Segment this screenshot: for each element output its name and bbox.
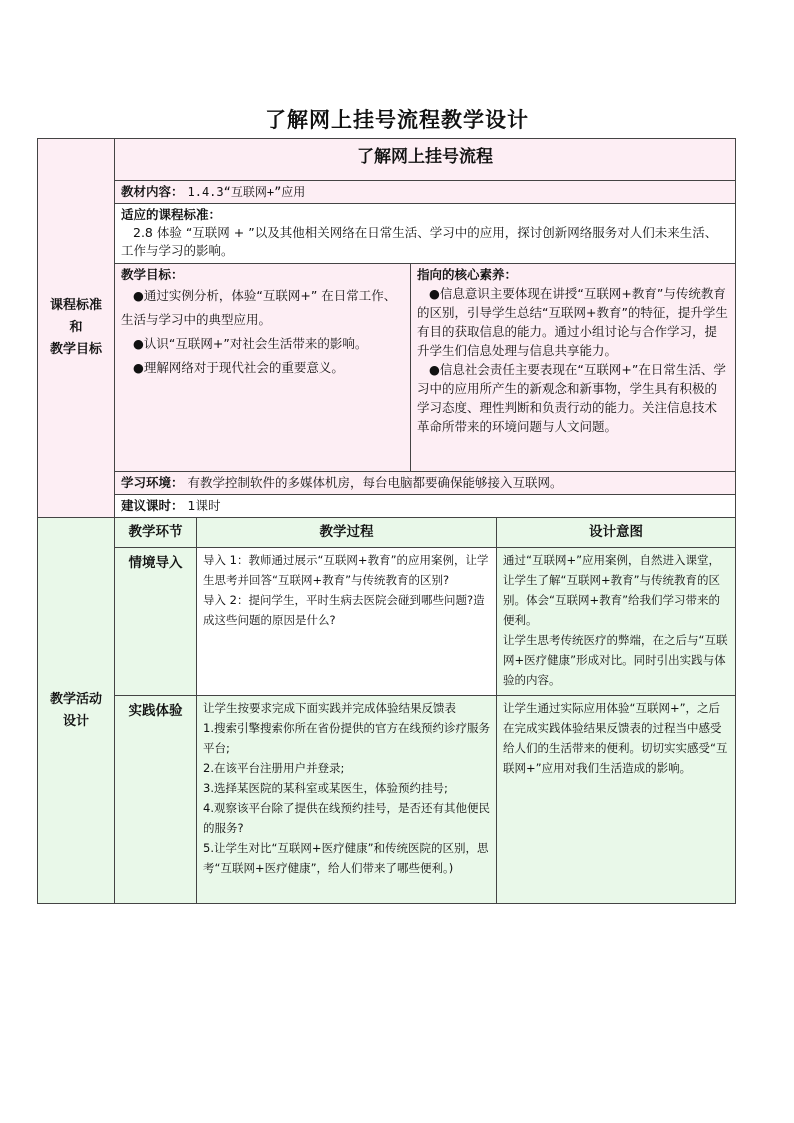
hours-row [115,495,736,518]
material-row [115,181,736,204]
goal-item: ●认识“互联网+”对社会生活带来的影响。 [133,336,368,351]
goal-item: ●理解网络对于现代社会的重要意义。 [133,360,344,375]
process-line: 5.让学生对比“互联网+医疗健康”和传统医院的区别，思考“互联网+医疗健康”，给人们带来了哪些便利。) [203,841,489,875]
material-value: 1.4.3“互联网+”应用 [187,185,306,199]
section2-side-label: 教学活动 设计 [38,518,115,904]
environment-text: 有教学控制软件的多媒体机房，每台电脑都要确保能够接入互联网。 [187,475,563,490]
literacy-cell [411,264,736,472]
stage-label: 情境导入 [115,548,197,696]
hours-label: 建议课时： [121,498,184,513]
literacy-item: ●信息意识主要体现在讲授“互联网+教育”与传统教育的区别，引导学生总结“互联网+教育”的特征，提升学生有目的获取信息的能力。通过小组讨论与合作学习，提升学生们信息处理与信息共享能力。 [417,286,728,358]
goals-label: 教学目标： [121,267,184,282]
process-cell [197,548,497,696]
process-line: 让学生按要求完成下面实践并完成体验结果反馈表 [203,701,456,715]
standard-label: 适应的课程标准： [121,207,222,222]
intent-line: 通过“互联网+”应用案例，自然进入课堂，让学生了解“互联网+教育”与传统教育的区别。体会“互联网+教育”给我们学习带来的便利。 [503,553,721,627]
literacy-label: 指向的核心素养： [417,267,518,282]
header-intent: 设计意图 [497,518,736,548]
header-stage: 教学环节 [115,518,197,548]
process-cell [197,696,497,904]
process-line: 1.搜索引擎搜索你所在省份提供的官方在线预约诊疗服务平台; [203,721,490,755]
intent-cell [497,548,736,696]
environment-row [115,472,736,495]
standard-row [115,204,736,264]
material-label: 教材内容： [121,184,184,199]
lesson-plan-table [37,138,736,904]
standard-text: 2.8 体验 “互联网 + ”以及其他相关网络在日常生活、学习中的应用，探讨创新网络服务对人们未来生活、工作与学习的影响。 [121,225,718,258]
intent-line: 让学生通过实际应用体验“互联网+”，之后在完成实践体验结果反馈表的过程当中感受给人们的生活带来的便利。切切实实感受“互联网+”应用对我们生活造成的影响。 [503,701,728,775]
process-line: 4.观察该平台除了提供在线预约挂号，是否还有其他便民的服务? [203,801,490,835]
intent-line: 让学生思考传统医疗的弊端，在之后与“互联网+医疗健康”形成对比。同时引出实践与体验的内容。 [503,633,728,687]
section1-side-label: 课程标准 和 教学目标 [38,139,115,518]
process-line: 2.在该平台注册用户并登录; [203,761,345,775]
goal-item: ●通过实例分析，体验“互联网+” 在日常工作、生活与学习中的典型应用。 [121,288,397,327]
hours-text: 1课时 [187,498,221,513]
intent-cell [497,696,736,904]
goals-cell [115,264,411,472]
header-process: 教学过程 [197,518,497,548]
process-line: 导入 2：提问学生，平时生病去医院会碰到哪些问题?造成这些问题的原因是什么? [203,593,485,627]
process-line: 导入 1：教师通过展示“互联网+教育”的应用案例，让学生思考并回答“互联网+教育”与传统教育的区别? [203,553,489,587]
inner-title: 了解网上挂号流程 [115,139,736,181]
stage-label: 实践体验 [115,696,197,904]
environment-label: 学习环境： [121,475,184,490]
literacy-item: ●信息社会责任主要表现在“互联网+”在日常生活、学习中的应用所产生的新观念和新事物，学生具有积极的学习态度、理性判断和负责行动的能力。关注信息技术革命所带来的环境问题与人文问题。 [417,362,726,434]
page-title: 了解网上挂号流程教学设计 [265,107,529,132]
process-line: 3.选择某医院的某科室或某医生，体验预约挂号; [203,781,448,795]
